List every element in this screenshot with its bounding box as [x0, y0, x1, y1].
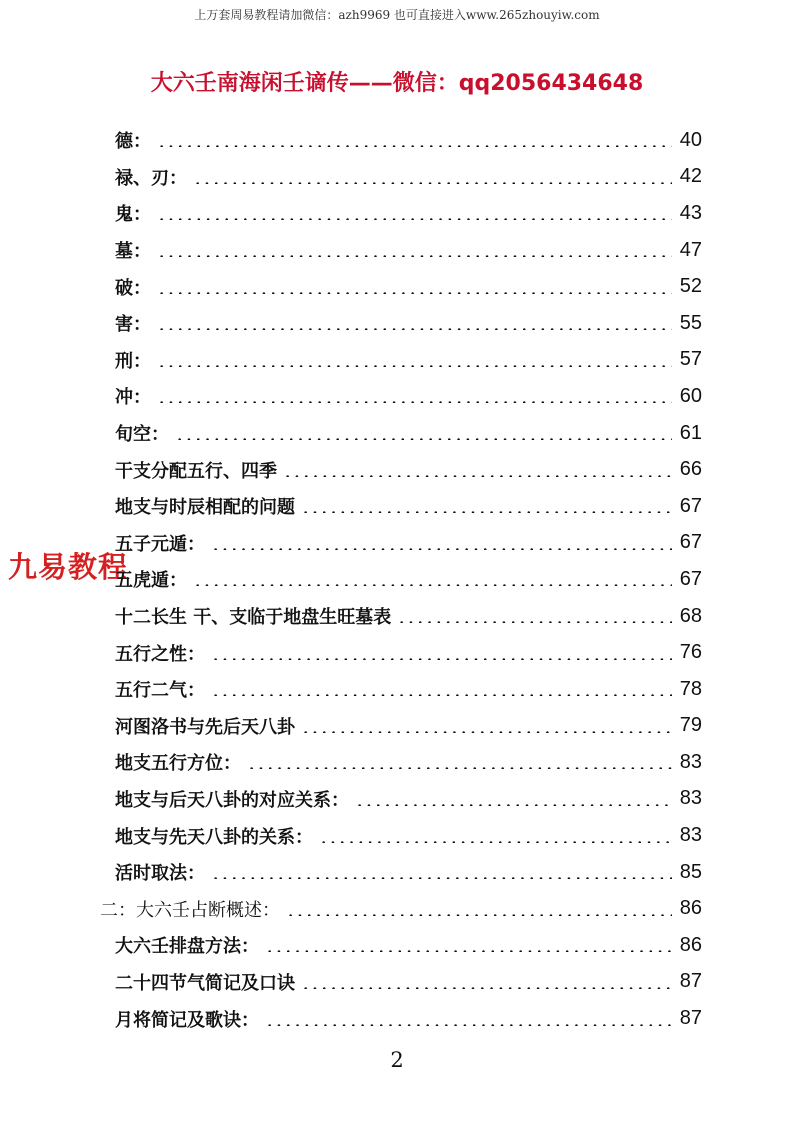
toc-page-number: 57	[679, 348, 702, 371]
dot-leader	[247, 767, 672, 769]
dot-leader	[157, 292, 672, 294]
dot-leader	[157, 328, 672, 330]
toc-page-number: 61	[679, 421, 702, 444]
toc-page-number: 67	[679, 567, 702, 590]
dot-leader	[193, 182, 672, 184]
toc-row	[100, 927, 702, 964]
toc-page-number: 83	[679, 750, 702, 773]
dot-leader	[286, 914, 672, 916]
watermark: 九易教程	[8, 550, 129, 584]
dot-leader	[301, 731, 672, 733]
toc-label: 月将简记及歌诀：	[115, 1009, 259, 1031]
toc-row	[100, 451, 702, 488]
dot-leader	[355, 804, 672, 806]
toc-page-number: 87	[679, 970, 702, 993]
toc-label: 五子元遁：	[115, 533, 205, 555]
header-contact: qq2056434648	[458, 71, 644, 96]
toc-row	[100, 671, 702, 708]
toc-label: 破：	[115, 277, 151, 299]
toc-page-number: 76	[679, 641, 702, 664]
toc-page-number: 83	[679, 787, 702, 810]
toc-page-number: 43	[679, 201, 702, 224]
dot-leader	[319, 841, 672, 843]
toc-page-number: 42	[679, 165, 702, 188]
toc-row	[100, 708, 702, 745]
toc-row	[100, 268, 702, 305]
table-of-contents	[100, 122, 702, 1037]
toc-row	[100, 1000, 702, 1037]
dot-leader	[301, 987, 672, 989]
toc-row	[100, 378, 702, 415]
dot-leader	[157, 365, 672, 367]
toc-label: 活时取法：	[115, 863, 205, 885]
toc-row	[100, 195, 702, 232]
toc-label: 刑：	[115, 350, 151, 372]
dot-leader	[211, 548, 672, 550]
toc-label: 地支五行方位：	[115, 753, 241, 775]
toc-label: 地支与后天八卦的对应关系：	[115, 789, 349, 811]
toc-row	[100, 342, 702, 379]
dot-leader	[265, 950, 672, 952]
toc-label: 二：大六壬占断概述：	[100, 899, 280, 921]
toc-label: 害：	[115, 314, 151, 336]
toc-row	[100, 561, 702, 598]
toc-label: 墓：	[115, 241, 151, 263]
dot-leader	[265, 1024, 672, 1026]
toc-page-number: 68	[679, 604, 702, 627]
toc-row	[100, 744, 702, 781]
toc-label: 地支与时辰相配的问题	[115, 497, 295, 519]
toc-chapter-row	[100, 890, 702, 927]
dot-leader	[397, 621, 672, 623]
dot-leader	[157, 145, 672, 147]
toc-page-number: 86	[679, 897, 702, 920]
toc-page-number: 66	[679, 458, 702, 481]
toc-row	[100, 232, 702, 269]
document-header	[0, 66, 794, 97]
toc-page-number: 85	[679, 860, 702, 883]
toc-row	[100, 817, 702, 854]
toc-row	[100, 634, 702, 671]
toc-label: 五行二气：	[115, 680, 205, 702]
toc-row	[100, 781, 702, 818]
dot-leader	[157, 218, 672, 220]
toc-row	[100, 415, 702, 452]
dot-leader	[175, 438, 672, 440]
toc-page-number: 87	[679, 1007, 702, 1030]
toc-label: 干支分配五行、四季	[115, 460, 277, 482]
toc-page-number: 52	[679, 275, 702, 298]
toc-page-number: 40	[679, 128, 702, 151]
toc-page-number: 86	[679, 933, 702, 956]
toc-label: 五行之性：	[115, 643, 205, 665]
toc-row	[100, 305, 702, 342]
toc-label: 五虎遁：	[115, 570, 187, 592]
dot-leader	[283, 475, 672, 477]
toc-page-number: 78	[679, 677, 702, 700]
toc-label: 十二长生 干、支临于地盘生旺墓表	[115, 607, 392, 629]
toc-label: 旬空：	[115, 424, 169, 446]
dot-leader	[211, 658, 672, 660]
toc-label: 禄、刃：	[115, 167, 187, 189]
toc-label: 德：	[115, 131, 151, 153]
toc-row	[100, 598, 702, 635]
toc-label: 河图洛书与先后天八卦	[115, 716, 295, 738]
page-number: 2	[390, 1048, 404, 1072]
toc-page-number: 67	[679, 531, 702, 554]
toc-row	[100, 159, 702, 196]
toc-label: 二十四节气简记及口诀	[115, 972, 295, 994]
dot-leader	[211, 877, 672, 879]
dot-leader	[157, 255, 672, 257]
toc-page-number: 55	[679, 311, 702, 334]
toc-row	[100, 525, 702, 562]
toc-row	[100, 488, 702, 525]
top-banner: 上万套周易教程请加微信：azh9969 也可直接进入www.265zhouyiw.com	[194, 8, 600, 22]
toc-page-number: 60	[679, 384, 702, 407]
toc-label: 鬼：	[115, 204, 151, 226]
toc-page-number: 67	[679, 494, 702, 517]
toc-row	[100, 122, 702, 159]
dot-leader	[157, 401, 672, 403]
dot-leader	[301, 511, 672, 513]
toc-row	[100, 854, 702, 891]
toc-row	[100, 964, 702, 1001]
header-title: 大六壬南海闲壬谪传——微信：	[150, 71, 459, 96]
dot-leader	[211, 694, 672, 696]
toc-page-number: 79	[679, 714, 702, 737]
toc-label: 地支与先天八卦的关系：	[115, 826, 313, 848]
toc-page-number: 47	[679, 238, 702, 261]
toc-label: 冲：	[115, 387, 151, 409]
toc-label: 大六壬排盘方法：	[115, 936, 259, 958]
toc-page-number: 83	[679, 824, 702, 847]
dot-leader	[193, 584, 672, 586]
